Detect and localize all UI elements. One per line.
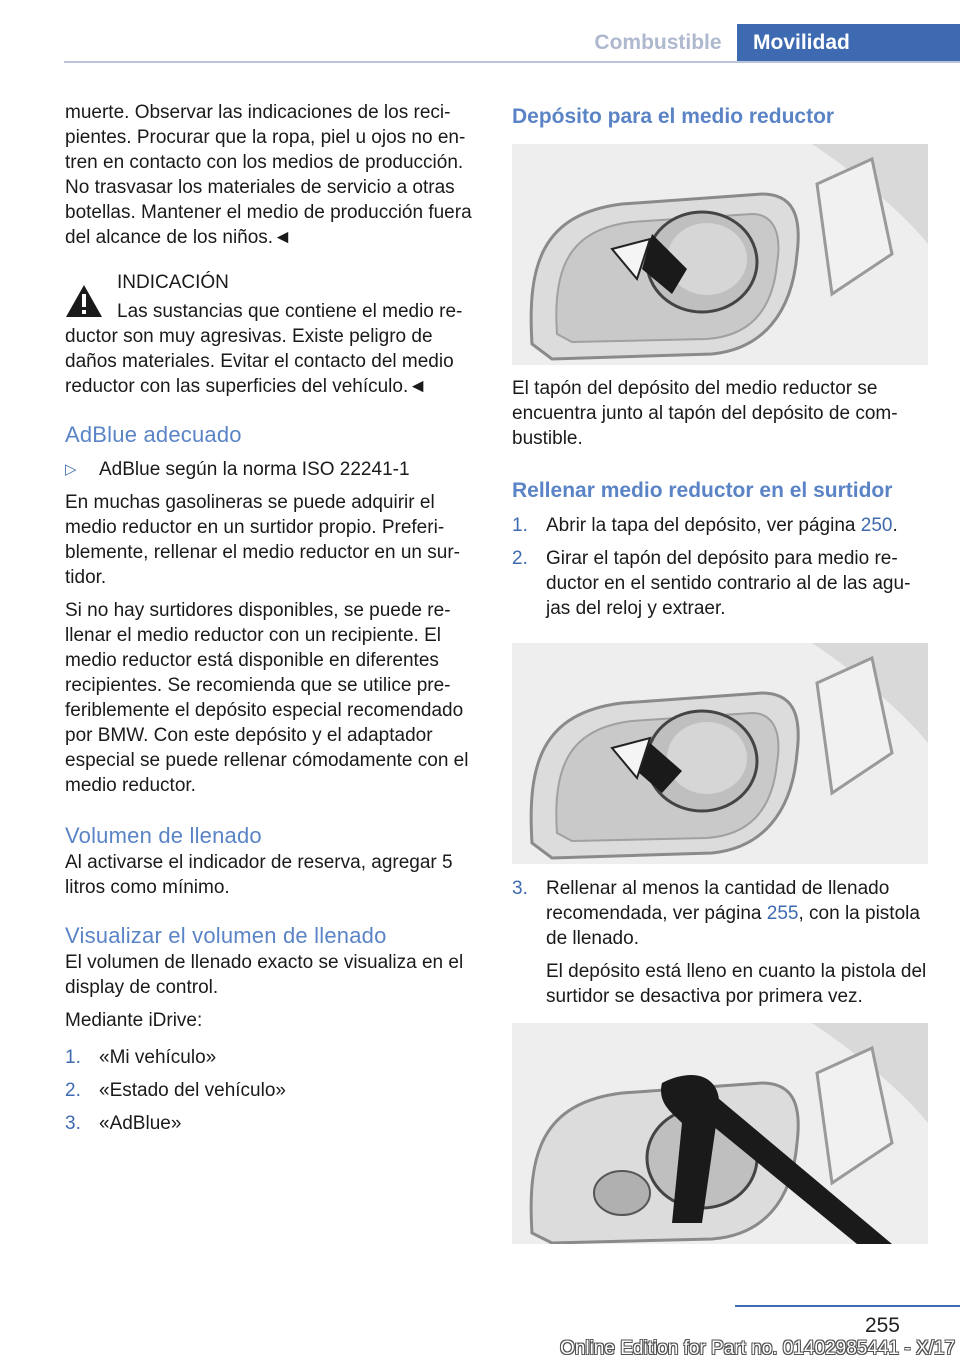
right-column-bottom xyxy=(512,876,928,1017)
refill-steps xyxy=(512,513,928,621)
display-heading: Visualizar el volumen de llenado xyxy=(65,923,387,948)
header-chapter-tab: Movilidad xyxy=(737,24,960,61)
photo-filling-nozzle xyxy=(512,1023,928,1244)
right-column-middle xyxy=(512,376,928,629)
list-item: 2. Girar el tapón del depósito para medio reductor en el sentido contrario al de las agujas del reloj y extraer. xyxy=(512,548,911,619)
header-rule xyxy=(64,61,960,63)
adblue-bullet-list xyxy=(65,457,479,482)
left-column xyxy=(65,100,479,1144)
volume-text: Al activarse el indicador de reserva, agregar 5 litros como mínimo. xyxy=(65,852,453,898)
right-column xyxy=(512,103,928,131)
page-number: 255 xyxy=(864,1314,900,1337)
adblue-paragraph-2: Si no hay surtidores disponibles, se puede rellenar el medio reductor con un recipiente. El medio reductor está disponible en diferentes recipientes. Se recomienda que se utilice preferiblemente el depósito especial recomendado por BMW. Con este depósito y el adaptador especial se puede rellenar cómodamente con el medio reductor. xyxy=(65,600,469,796)
adblue-heading: AdBlue adecuado xyxy=(65,422,242,447)
step3-note: El depósito está lleno en cuanto la pistola del surtidor se desactiva por primera vez. xyxy=(546,961,927,1007)
volume-heading: Volumen de llenado xyxy=(65,823,262,848)
note-block xyxy=(65,270,479,295)
note-text: Las sustancias que contiene el medio reductor son muy agresivas. Existe peligro de daños materiales. Evitar el contacto del medio reductor con las superficies del vehículo.◄ xyxy=(65,301,463,397)
refill-steps-continued xyxy=(512,876,928,1009)
tank-heading: Depósito para el medio reductor xyxy=(512,105,835,128)
photo-cap-removal xyxy=(512,643,928,864)
list-item: ▷ AdBlue según la norma ISO 22241-1 xyxy=(65,459,410,480)
filler-cap-illustration xyxy=(512,144,928,365)
edition-watermark: Online Edition for Part no. 01402985441 - X/17 xyxy=(560,1338,956,1359)
note-title: INDICACIÓN xyxy=(117,272,229,293)
list-item: 1. «Mi vehículo» xyxy=(65,1047,217,1068)
photo-filler-caps xyxy=(512,144,928,365)
tank-text: El tapón del depósito del medio reductor se encuentra junto al tapón del depósito de combustible. xyxy=(512,378,898,449)
warning-icon xyxy=(65,284,103,318)
list-item: 1. Abrir la tapa del depósito, ver página 250. xyxy=(512,515,898,536)
page-link-255[interactable]: 255 xyxy=(766,903,799,924)
header-section-tab: Combustible xyxy=(594,31,722,54)
display-text: El volumen de llenado exacto se visualiza en el display de control. xyxy=(65,952,464,998)
page-link-250[interactable]: 250 xyxy=(860,515,893,536)
triangle-bullet-icon: ▷ xyxy=(65,461,77,478)
idrive-steps xyxy=(65,1045,479,1136)
idrive-label: Mediante iDrive: xyxy=(65,1010,203,1031)
list-item: 3. Rellenar al menos la cantidad de llenado recomendada, ver página 255, con la pistola de llenado. El depósito está lleno en cuanto la pistola del surtidor se desactiva por primera vez. xyxy=(512,878,927,1007)
filling-nozzle-illustration xyxy=(512,1023,928,1244)
cap-removal-illustration xyxy=(512,643,928,864)
intro-paragraph: muerte. Observar las indicaciones de los recipientes. Procurar que la ropa, piel u ojos no entren en contacto con los medios de producción. No trasvasar los materiales de servicio a otras botellas. Mantener el medio de producción fuera del alcance de los niños.◄ xyxy=(65,102,472,248)
list-item: 3. «AdBlue» xyxy=(65,1113,182,1134)
adblue-paragraph-1: En muchas gasolineras se puede adquirir el medio reductor en un surtidor propio. Preferiblemente, rellenar el medio reductor en un surtidor. xyxy=(65,492,460,588)
list-item: 2. «Estado del vehículo» xyxy=(65,1080,286,1101)
refill-heading: Rellenar medio reductor en el surtidor xyxy=(512,479,893,502)
footer-rule xyxy=(735,1305,960,1307)
